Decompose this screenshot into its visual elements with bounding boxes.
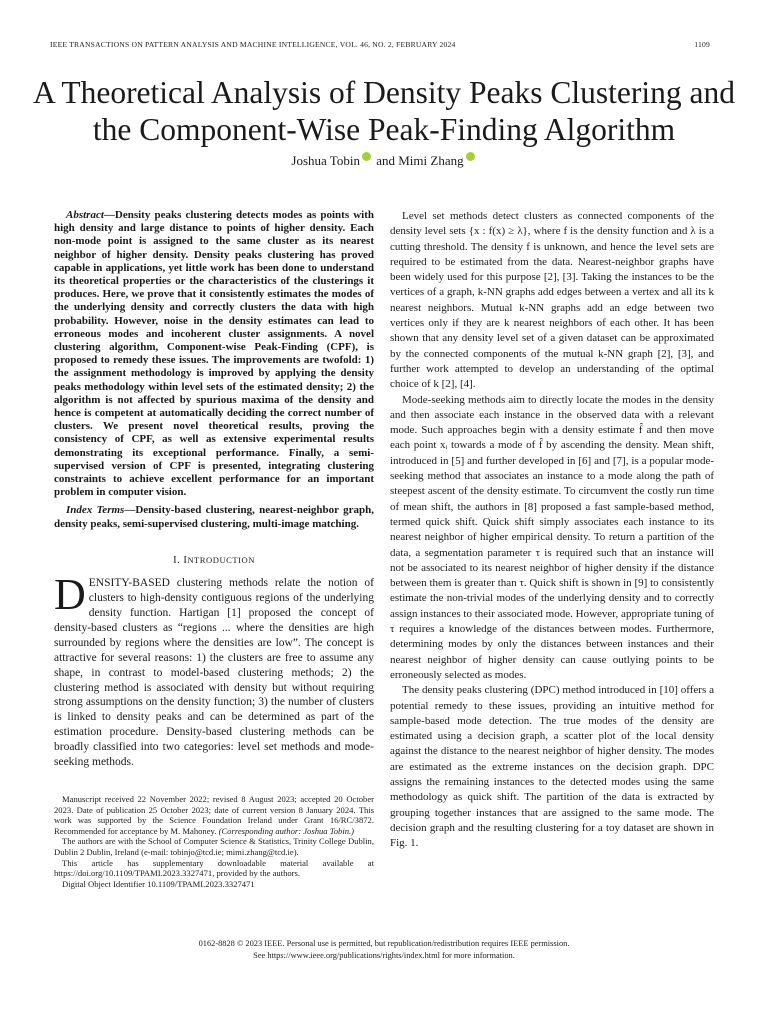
paragraph-level-set: Level set methods detect clusters as connected components of the density level sets {x : f(x) ≥ λ}, where f is the density function and λ is a cutting threshold. The density f is unknown, and hence the level sets are required to be estimated from the data. Nearest-neighbor graphs have been widely used for this purpose [2], [3]. Taking the instances to be the vertices of a graph, k-NN graphs add edges between a vertex and all its k nearest neighbors. Mutual k-NN graphs add an edge between two vertices only if they are k nearest neighbors of each other. It has been shown that any density level set of a given dataset can be approximated by the connected components of the mutual k-NN graph [2], [3], and further work attempted to develop an understanding of the optimal choice of k [2], [4]. [390,210,714,391]
orcid-icon[interactable] [362,152,371,161]
abstract-text: —Density peaks clustering detects modes as points with high density and large distance to points of higher density. Each non-mode point is assigned to the same cluster as its nearest neighbor of higher density. Density peaks clustering has proved capable in applications, yet little work has been done to understand its theoretical properties or the characteristics of the clusterings it produces. Here, we prove that it consistently estimates the modes of the underlying density and correctly clusters the data with high probability. However, noise in the density estimates can lead to erroneous modes and incoherent cluster assignments. A novel clustering algorithm, Component-wise Peak-Finding (CPF), is proposed to remedy these issues. The improvements are twofold: 1) the assignment methodology is improved by applying the density peaks methodology within level sets of the estimated density; 2) the algorithm is not affected by spurious maxima of the density and hence is competent at automatically deciding the correct number of clusters. We present novel theoretical results, proving the consistency of CPF, as well as extensive experimental results demonstrating its exceptional performance. Finally, a semi-supervised version of CPF is presented, integrating clustering constraints to achieve excellent performance for an important problem in computer vision. [54,209,374,499]
intro-text: clustering methods relate the notion of clusters to high-density contiguous regions of the underlying density function. Hartigan [1] proposed the concept of density-based clusters as “regions ... where the densities are high surrounded by regions where the densities are low”. The concept is attractive for several reasons: 1) the clusters are free to assume any shape, in contrast to model-based clustering methods; 2) the clustering method is associated with density but without requiring strong assumptions on the density function; 3) the number of clusters is linked to density peaks and can be determined as part of the estimation procedure. Density-based clustering methods can be broadly classified into two categories: level set methods and mode-seeking methods. [54,577,374,769]
abstract [54,209,374,499]
section-title-rest: NTRODUCTION [187,554,255,565]
author-tobin[interactable]: Joshua Tobin [291,153,360,168]
intro-lead: ENSITY-BASED [88,577,170,590]
footnote-manuscript-main: Manuscript received 22 November 2022; revised 8 August 2023; accepted 20 October 2023. Date of publication 25 October 2023; date of current version 8 January 2024. This work was supported by the Science Foundation Ireland under Grant 16/RC/3872. Recommended for acceptance by M. Mahoney. [54,794,374,836]
footnotes [54,794,374,889]
footnote-corresponding: (Corresponding author: Joshua Tobin.) [218,825,355,836]
left-column [54,209,374,770]
author-conjunction: and [376,153,395,168]
section-first-letter: I [183,554,188,566]
intro-paragraph [54,570,374,770]
drop-cap: D [54,570,86,620]
footnote-supplementary: This article has supplementary downloadable material available at https://doi.org/10.1109/TPAMI.2023.3327471, provided by the authors. [54,857,374,879]
journal-name: IEEE TRANSACTIONS ON PATTERN ANALYSIS AND MACHINE INTELLIGENCE, VOL. 46, NO. 2, FEBRUARY 2024 [50,40,456,49]
paragraph-dpc: The density peaks clustering (DPC) method introduced in [10] offers a potential remedy to these issues, providing an intuitive method for sample-based mode detection. The true modes of the density are estimated using a decision graph, a scatter plot of the local density against the distance to the nearest neighbor of higher density. The modes are estimated as the extreme instances on the decision graph. DPC assigns the remaining instances to the detected modes using the same methodology as quick shift. The partition of the data is extracted by grouping together instances that are assigned to the same mode. The decision graph and the resulting clustering for a toy dataset are shown in Fig. 1. [390,684,714,850]
running-header [50,40,710,52]
footnote-affiliation: The authors are with the School of Computer Science & Statistics, Trinity College Dublin, Dublin 2 Dublin, Ireland (e-mail: tobinjo@tcd.ie; mimi.zhang@tcd.ie). [54,836,374,857]
author-zhang[interactable]: Mimi Zhang [398,153,464,168]
copyright-line-1: 0162-8828 © 2023 IEEE. Personal use is permitted, but republication/redistribution requires IEEE permission. [198,939,570,948]
copyright-line-2: See https://www.ieee.org/publications/rights/index.html for more information. [253,950,515,960]
index-terms [54,504,374,530]
author-line [0,152,768,169]
footnote-manuscript [54,794,374,836]
paragraph-mode-seeking: Mode-seeking methods aim to directly locate the modes in the density and then associate each instance in the observed data with a relevant mode. Such approaches begin with a density estimate f̂ and then move each point xᵢ towards a mode of f̂ by ascending the density. Mean shift, introduced in [5] and further developed in [6] and [7], is a popular mode-seeking method that associates an instance to a mode along the path of steepest ascent of the density estimate. To circumvent the costly run time of mean shift, the authors in [8] proposed a fast sample-based method, termed quick shift. Quick shift simply associates each instance to its nearest neighbor of higher empirical density. To return a partition of the data, a segmentation parameter τ is required such that an instance will not be associated to its nearest neighbor of higher density if the distance between them is greater than τ. Quick shift is shown in [9] to consistently estimate the non-trivial modes of the underlying density and to correctly assign instances to their associated mode. However, appropriate tuning of τ requires a knowledge of the distances between modes. Furthermore, determining modes by only the distances between instances and their nearest neighbor of higher density can cause outlying points to be erroneously selected as modes. [390,393,714,681]
section-numeral: I. [173,554,181,566]
section-heading-introduction [54,553,374,568]
copyright-notice [0,938,768,961]
orcid-icon[interactable] [466,152,475,161]
index-terms-label: Index Terms [66,504,125,517]
paper-title: A Theoretical Analysis of Density Peaks Clustering and the Component-Wise Peak-Finding Algorithm [33,75,735,147]
abstract-label: Abstract [66,209,104,221]
footnote-doi: Digital Object Identifier 10.1109/TPAMI.2023.3327471 [62,878,255,889]
right-column [390,209,714,851]
index-terms-text: —Density-based clustering, nearest-neighbor graph, density peaks, semi-supervised clustering, multi-image matching. [54,504,374,530]
page-number: 1109 [694,40,710,49]
